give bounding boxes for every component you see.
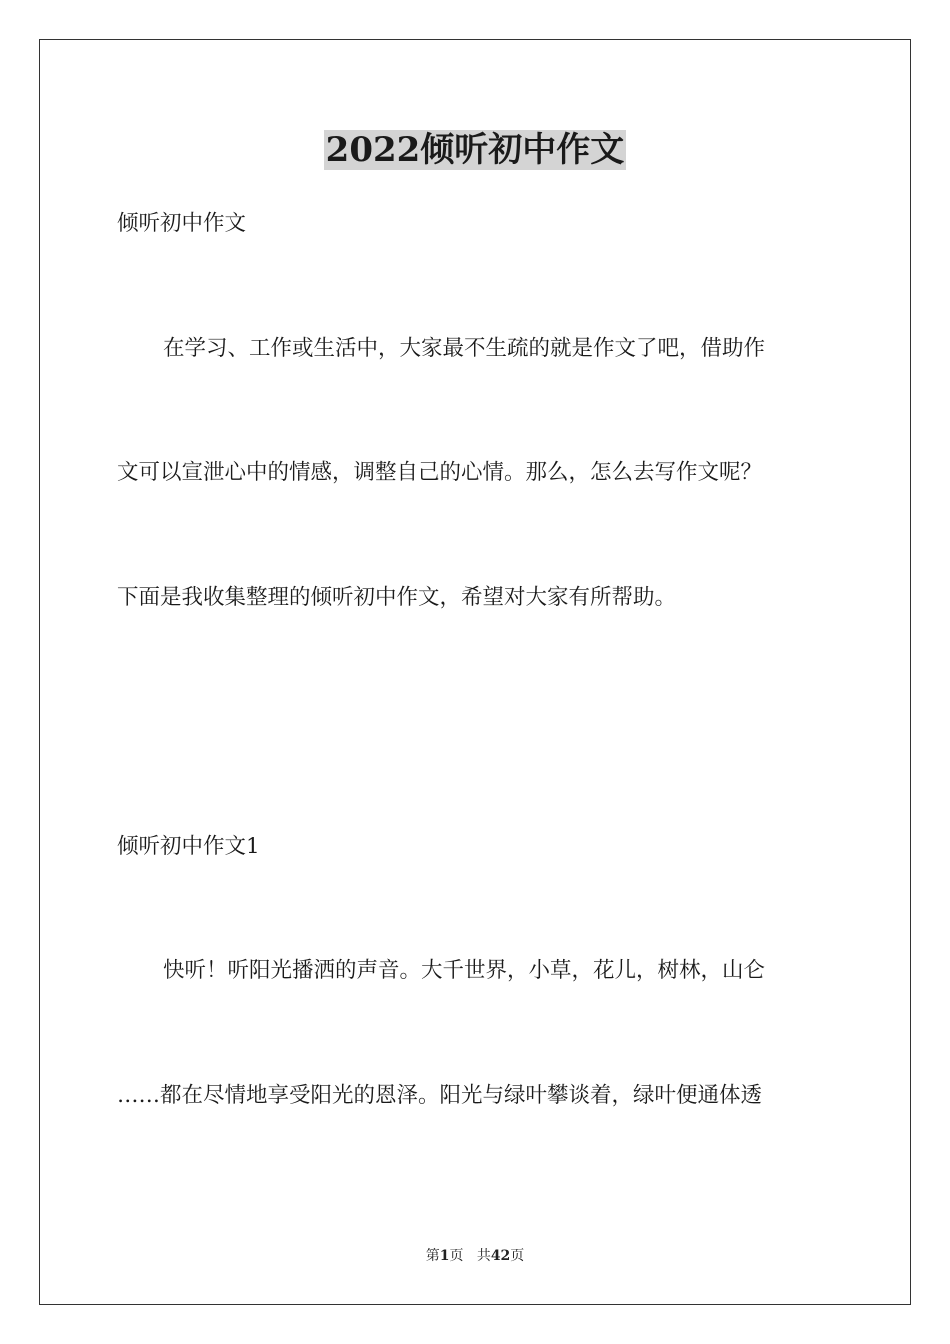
document-title (0, 128, 950, 172)
document-title-text: 2022倾听初中作文 (325, 130, 625, 170)
footer-page-prefix: 第 (425, 1248, 440, 1264)
section-heading: 倾听初中作文1 (117, 834, 260, 859)
page-footer (0, 1247, 950, 1265)
paragraph-line: 文可以宣泄心中的情感，调整自己的心情。那么，怎么去写作文呢？ (117, 460, 763, 485)
footer-total-unit: 页 (510, 1248, 525, 1264)
footer-page-unit: 页 (449, 1248, 464, 1264)
paragraph-line: ……都在尽情地享受阳光的恩泽。阳光与绿叶攀谈着，绿叶便通体透 (117, 1083, 763, 1108)
paragraph-line: 下面是我收集整理的倾听初中作文，希望对大家有所帮助。 (117, 585, 677, 610)
footer-page-total: 42 (490, 1248, 511, 1264)
paragraph-line: 在学习、工作或生活中，大家最不生疏的就是作文了吧，借助作 (163, 336, 766, 361)
footer-total-prefix: 共 (476, 1248, 491, 1264)
paragraph-line: 快听！听阳光播洒的声音。大千世界，小草，花儿，树林，山仑 (163, 958, 766, 983)
subtitle-line: 倾听初中作文 (117, 211, 247, 236)
footer-page-current: 1 (439, 1248, 450, 1264)
